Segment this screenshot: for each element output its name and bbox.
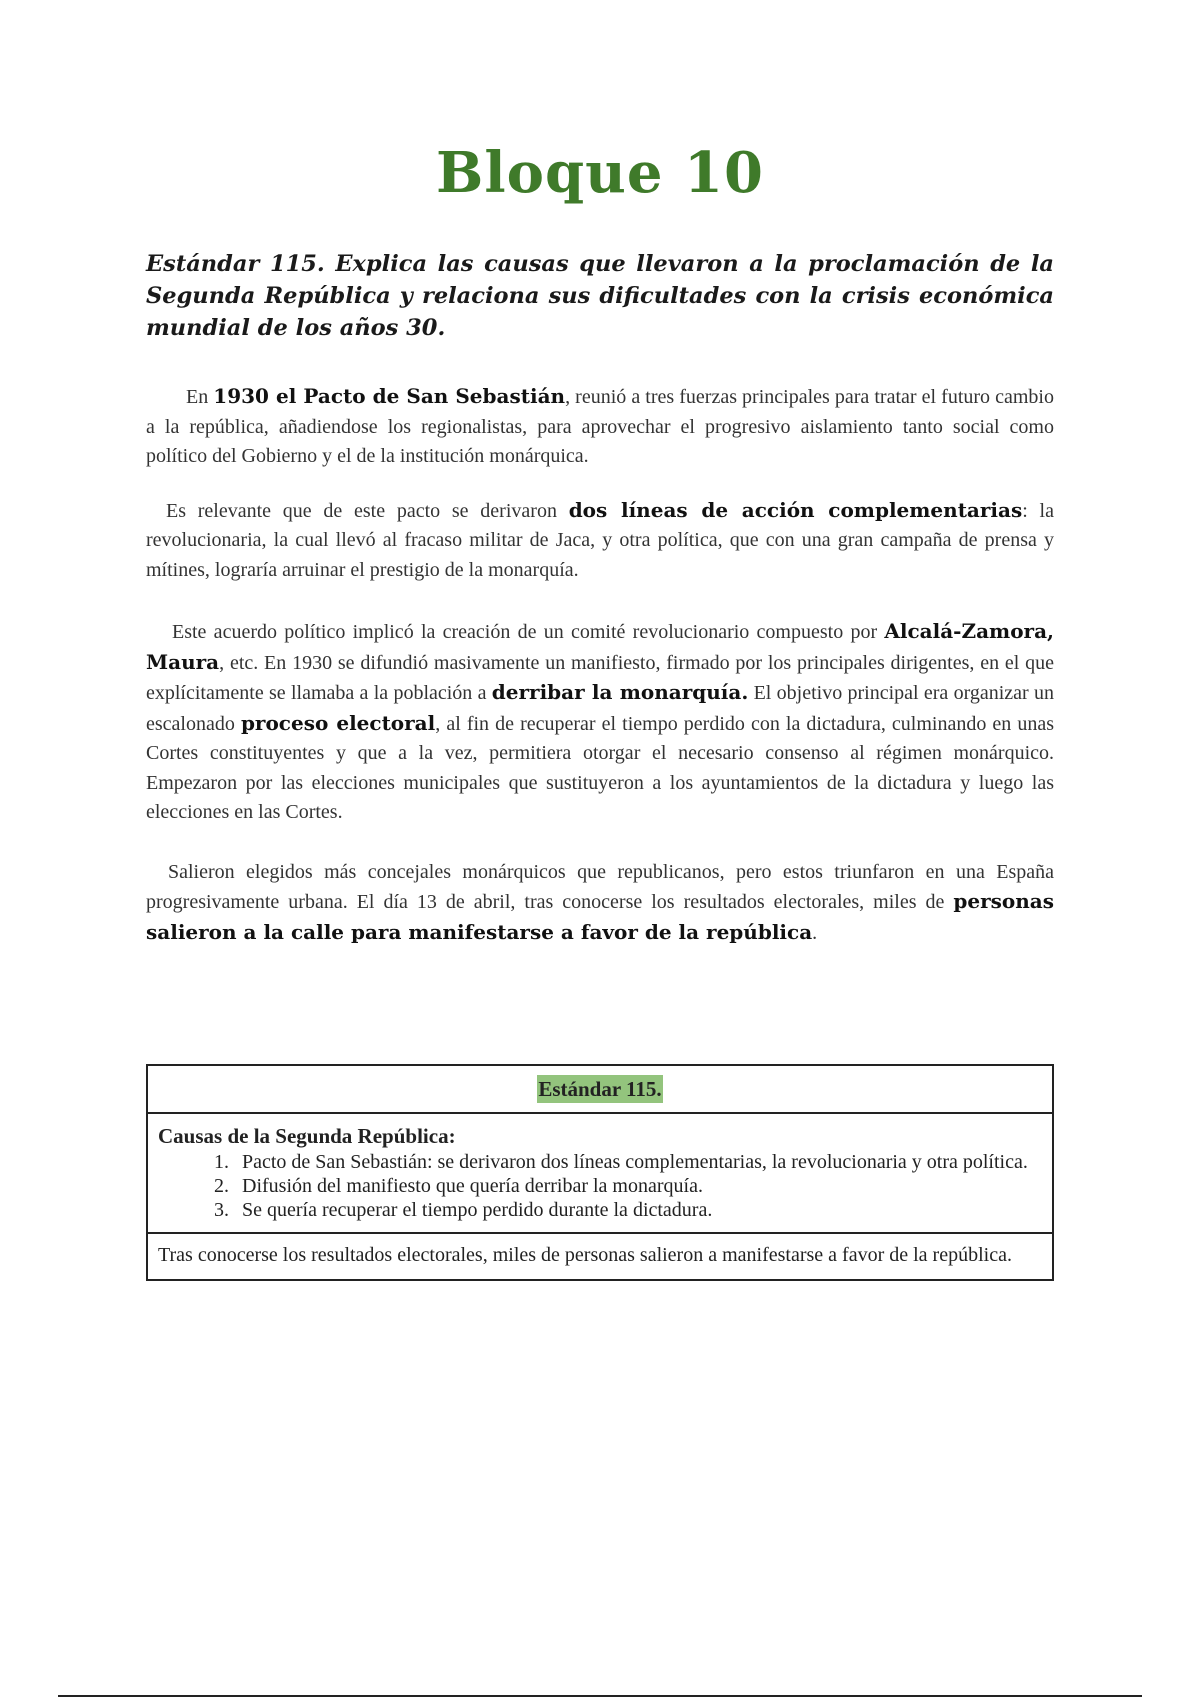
standard-heading: Estándar 115. Explica las causas que llevaron a la proclamación de la Segunda República y relaciona sus dificultades con la crisis económica mundial de los años 30. xyxy=(146,251,1054,341)
paragraph-elecciones xyxy=(146,858,1054,949)
text-span: En xyxy=(186,386,214,408)
summary-table xyxy=(146,1064,1054,1281)
summary-header xyxy=(148,1066,1052,1114)
text-span: , al fin de recuperar el tiempo perdido con la dictadura, culminando en unas Cortes constituyentes y que a la vez, permitiera otorgar el necesario consenso al régimen monárquico. Empezaron por las elecciones municipales que sustituyeron a los ayuntamientos de la dictadura y luego las elecciones en las Cortes. xyxy=(146,712,1055,823)
summary-conclusion: Tras conocerse los resultados electorales, miles de personas salieron a manifestarse a favor de la república. xyxy=(158,1244,1012,1266)
paragraph-lineas xyxy=(146,496,1054,586)
bold-span: proceso electoral xyxy=(240,710,436,735)
page-title: Bloque 10 xyxy=(436,140,764,206)
list-item: 1. Pacto de San Sebastián: se derivaron dos líneas complementarias, la revolucionaria y otra política. xyxy=(234,1150,1042,1174)
bold-span: 1930 el Pacto de San Sebastián xyxy=(213,384,566,408)
bottom-divider xyxy=(58,1695,1142,1697)
summary-causes xyxy=(148,1114,1052,1234)
list-item: 3. Se quería recuperar el tiempo perdido durante la dictadura. xyxy=(234,1198,1042,1222)
text-span: , etc. En 1930 se difundió masivamente un manifiesto, firmado por los principales dirigentes, en el que explícitamente se llamaba a la población a xyxy=(146,651,1054,704)
text-span: Es relevante que de este pacto se derivaron xyxy=(166,499,569,522)
paragraph-acuerdo xyxy=(146,617,1054,828)
document-body xyxy=(146,248,1054,972)
list-item: 2. Difusión del manifiesto que quería derribar la monarquía. xyxy=(234,1174,1042,1198)
bold-span: derribar la monarquía. xyxy=(491,680,749,704)
text-span: Salieron elegidos más concejales monárquicos que republicanos, pero estos triunfaron en una España progresivamente urbana. El día 13 de abril, tras conocerse los resultados electorales, miles de xyxy=(146,860,1054,913)
text-span: El objetivo principal era organizar un escalonado xyxy=(146,682,1054,735)
paragraph-pacto xyxy=(146,382,1054,472)
text-span: , reunió a tres fuerzas principales para tratar el futuro cambio a la república, añadiendose los regionalistas, para aprovechar el progresivo aislamiento tanto social como político del Gobierno y el de la institución monárquica. xyxy=(146,386,1054,467)
text-span: Este acuerdo político implicó la creación de un comité revolucionario compuesto por xyxy=(172,621,885,643)
bold-span: personas salieron a la calle para manifestarse a favor de la república xyxy=(146,889,1054,944)
causes-list xyxy=(158,1150,1042,1222)
bold-span: dos líneas de acción complementarias xyxy=(568,497,1023,522)
bold-span: Alcalá-Zamora, Maura xyxy=(146,619,1054,674)
text-span: : la revolucionaria, la cual llevó al fracaso militar de Jaca, y otra política, que con una gran campaña de prensa y mítines, lograría arruinar el prestigio de la monarquía. xyxy=(146,499,1054,581)
summary-header-label: Estándar 115. xyxy=(538,1077,662,1101)
text-span: . xyxy=(812,921,818,944)
causes-title: Causas de la Segunda República: xyxy=(158,1124,456,1148)
